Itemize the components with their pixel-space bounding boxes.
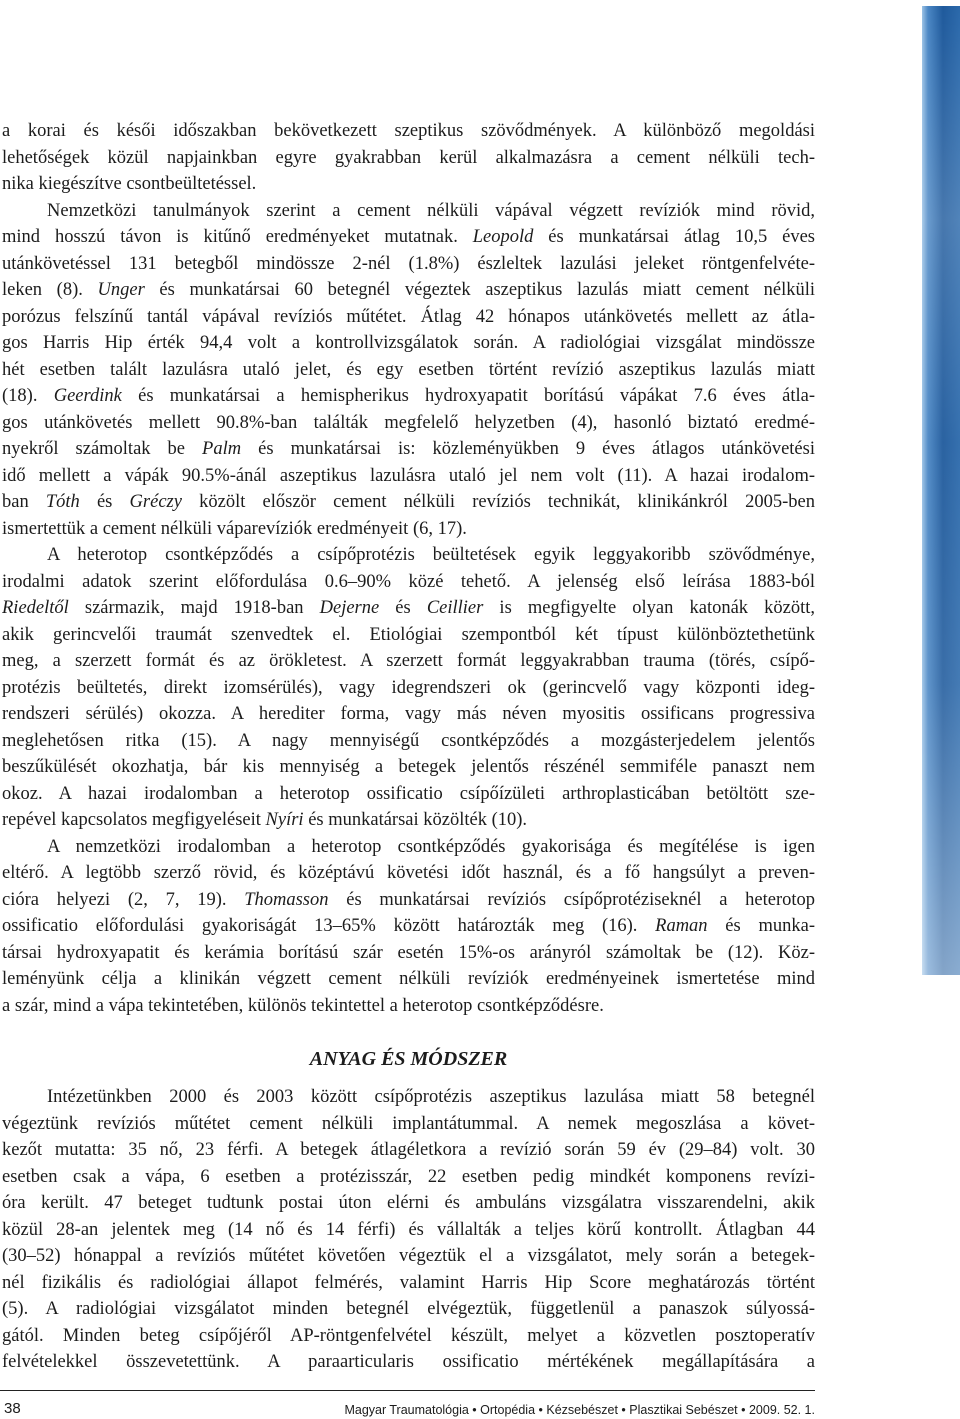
- text-line: [2, 516, 815, 543]
- text-line: [2, 1164, 815, 1191]
- text-run: mind hosszú távon is kitűnő eredményeket mutatnak.: [2, 227, 473, 247]
- text-line: [2, 1084, 815, 1111]
- cited-author-name: Leopold: [472, 227, 534, 247]
- text-line: [2, 118, 815, 145]
- text-run: kezőt mutatta: 35 nő, 23 férfi. A betegek átlagéletkora a revízió során 59 év (29–84) volt. 30: [2, 1140, 815, 1160]
- text-run: A heterotop csontképződés a csípőprotézis beültetések egyik leggyakoribb szövődménye,: [47, 545, 815, 565]
- cited-author-name: Palm: [202, 439, 242, 459]
- paragraph: [2, 198, 815, 543]
- text-run: utánkövetéssel 131 betegből mindössze 2-nél (1.8%) észleltek lazulási jeleket röntgenfelvéte-: [2, 253, 815, 274]
- text-run: porózus felszínű tantál vápával revíziós műtétet. Átlag 42 hónapos utánkövetés mellett az átla-: [2, 306, 815, 327]
- text-run: gos utánkövetés mellett 90.8%-ban találták megfelelő helyzetben (4), hasonló biztató eredmé-: [2, 412, 815, 433]
- text-run: nél fizikális és radiológiai állapot felmérés, valamint Harris Hip Score meghatározás történt: [2, 1272, 815, 1293]
- text-line: [2, 1243, 815, 1270]
- text-run: óra került. 47 beteget tudtunk postai úton elérni és ambuláns vizsgálatra visszarendelni, akik: [2, 1193, 815, 1213]
- text-run: okoz. A hazai irodalomban a heterotop ossificatio csípőízületi arthroplasticában betöltött sze-: [2, 783, 815, 804]
- text-run: közölt először cement nélküli revíziós technikát, klinikánkról 2005-ben: [181, 492, 815, 512]
- text-line: [2, 463, 815, 490]
- text-run: felvételekkel összevetettünk. A paraarticularis ossificatio mértékének megállapítására a: [2, 1352, 815, 1372]
- text-run: nika kiegészítve csontbeültetéssel.: [2, 174, 257, 194]
- text-line: [2, 940, 815, 967]
- text-run: és munkatársai a hemispherikus hydroxyapatit borítású vápákat 7.6 éves átla-: [121, 386, 815, 406]
- section-heading: ANYAG ÉS MÓDSZER: [309, 1048, 508, 1070]
- text-line: [2, 145, 815, 172]
- text-line: [2, 1217, 815, 1244]
- text-run: és munkatársai revíziós csípőprotéziseknél a heterotop: [328, 889, 815, 910]
- text-run: (5). A radiológiai vizsgálatot minden betegnél elvégeztük, függetlenül a panaszok súlyossá-: [2, 1299, 815, 1319]
- paragraph: [2, 542, 815, 834]
- text-run: végeztünk revíziós műtétet cement nélküli implantátummal. A nemek megoszlása a követ-: [2, 1113, 815, 1134]
- text-line: [2, 966, 815, 993]
- text-run: gos Harris Hip érték 94,4 volt a kontrollvizsgálatok során. A radiológiai vizsgálat mindössze: [2, 333, 815, 353]
- text-line: [2, 383, 815, 410]
- text-line: [2, 834, 815, 861]
- text-run: A nemzetközi irodalomban a heterotop csontképződés gyakorisága és megítélése is igen: [47, 836, 815, 857]
- cited-author-name: Geerdink: [53, 386, 122, 406]
- text-run: protézis beültetés, direkt izomsérülés), vagy idegrendszeri ok (gerincvelő vagy központi ideg-: [2, 677, 815, 698]
- accent-color-bar: [922, 6, 960, 975]
- text-run: eltérő. A legtöbb szerző rövid, és középtávú követési időt használ, és a fő hangsúlyt a preven-: [2, 863, 815, 883]
- text-line: [2, 304, 815, 331]
- text-line: [2, 913, 815, 940]
- text-line: [2, 357, 815, 384]
- text-run: beszűkülését okozhatja, bár kis mennyiség a betegek jelentős részénél semmiféle panaszt nem: [2, 757, 815, 777]
- text-run: esetben csak a vápa, 6 esetben a protézisszár, 22 esetben pedig mindkét komponens revízi-: [2, 1166, 815, 1187]
- text-run: a korai és késői időszakban bekövetkezett szeptikus szövődmények. A különböző megoldási: [2, 121, 815, 141]
- text-line: [2, 648, 815, 675]
- text-run: származik, majd 1918-ban: [68, 598, 320, 618]
- text-line: [2, 622, 815, 649]
- text-line: [2, 489, 815, 516]
- text-run: rendszeri sérülés) okozza. A herediter forma, vagy más néven myositis ossificans progressiva: [2, 704, 815, 724]
- text-line: [2, 198, 815, 225]
- text-line: [2, 807, 815, 834]
- footer-divider: [0, 1390, 815, 1391]
- text-line: [2, 1270, 815, 1297]
- text-line: [2, 1111, 815, 1138]
- text-line: [2, 569, 815, 596]
- text-line: [2, 1296, 815, 1323]
- cited-author-name: Dejerne: [319, 598, 380, 618]
- text-line: [2, 171, 815, 198]
- text-run: leményünk célja a klinikán végzett cement nélküli revíziók eredményeinek ismertetése mind: [2, 969, 815, 989]
- text-run: (18).: [2, 386, 54, 406]
- paragraph: [2, 834, 815, 1020]
- text-run: és munka-: [707, 916, 815, 936]
- text-line: [2, 1349, 815, 1376]
- text-run: meglehetősen ritka (15). A nagy mennyiségű csontképződés a mozgásterjedelem jelentős: [2, 730, 815, 751]
- text-run: és: [79, 492, 130, 512]
- text-run: ossificatio előfordulási gyakoriságát 13–65% között határozták meg (16).: [2, 916, 656, 936]
- text-run: nyekről számoltak be: [2, 439, 203, 459]
- text-run: ismertettük a cement nélküli váparevíziók eredményeit (6, 17).: [2, 518, 467, 539]
- cited-author-name: Tóth: [45, 492, 80, 512]
- cited-author-name: Ceillier: [426, 598, 484, 618]
- text-line: [2, 251, 815, 278]
- journal-citation: Magyar Traumatológia • Ortopédia • Kézsebészet • Plasztikai Sebészet • 2009. 52. 1.: [344, 1403, 815, 1417]
- text-run: és munkatársai is: közleményükben 9 éves átlagos utánkövetési: [241, 439, 815, 459]
- text-line: [2, 410, 815, 437]
- text-line: [2, 1190, 815, 1217]
- text-line: [2, 993, 815, 1020]
- text-line: [2, 675, 815, 702]
- paragraph: [2, 118, 815, 198]
- text-run: gától. Minden beteg csípőjéről AP-röntgenfelvétel készült, melyet a közvetlen posztoperatív: [2, 1325, 815, 1346]
- text-run: a szár, mind a vápa tekintetében, különös tekintettel a heterotop csontképződésre.: [2, 995, 604, 1016]
- text-run: Nemzetközi tanulmányok szerint a cement nélküli vápával végzett revíziók mind rövid,: [47, 200, 815, 221]
- page-number: 38: [4, 1400, 21, 1417]
- text-run: akik gerincvelői traumát szenvedtek el. Etiológiai szempontból két típust különböztethetünk: [2, 624, 815, 645]
- cited-author-name: Thomasson: [244, 889, 329, 910]
- text-run: leken (8).: [2, 280, 98, 300]
- text-run: ban: [2, 492, 46, 512]
- text-run: Intézetünkben 2000 és 2003 között csípőprotézis aszeptikus lazulása miatt 58 betegnél: [47, 1087, 815, 1107]
- text-run: és munkatársai közölték (10).: [303, 810, 528, 830]
- cited-author-name: Riedeltől: [2, 598, 69, 618]
- text-line: [2, 277, 815, 304]
- cited-author-name: Raman: [655, 916, 708, 936]
- cited-author-name: Gréczy: [129, 492, 182, 512]
- text-run: cióra helyezi (2, 7, 19).: [2, 889, 245, 910]
- text-run: és: [379, 598, 427, 618]
- text-line: [2, 224, 815, 251]
- text-run: (30–52) hónappal a revíziós műtétet követően végeztük el a vizsgálatot, mely során a betegek-: [2, 1246, 815, 1266]
- text-run: társai hydroxyapatit és kerámia borítású szár esetén 15%-os arányról számoltak be (12). Köz-: [2, 942, 815, 963]
- cited-author-name: Unger: [97, 280, 145, 300]
- text-line: [2, 542, 815, 569]
- text-line: [2, 595, 815, 622]
- text-run: irodalmi adatok szerint előfordulása 0.6–90% közé tehető. A jelenség első leírása 1883-ból: [2, 571, 815, 592]
- text-line: [2, 754, 815, 781]
- text-run: közül 28-an jelentek meg (14 nő és 14 férfi) és vállalták a teljes körű kontrollt. Átlagban 44: [2, 1219, 815, 1240]
- paragraph: [2, 1084, 815, 1376]
- text-line: [2, 1323, 815, 1350]
- text-line: [2, 330, 815, 357]
- text-run: lehetőségek közül napjainkban egyre gyakrabban kerül alkalmazásra a cement nélküli tech-: [2, 147, 815, 168]
- text-line: [2, 860, 815, 887]
- text-line: [2, 887, 815, 914]
- article-body: [2, 118, 815, 1376]
- cited-author-name: Nyíri: [265, 810, 304, 830]
- text-line: [2, 781, 815, 808]
- text-line: [2, 728, 815, 755]
- text-run: repével kapcsolatos megfigyeléseit: [2, 810, 266, 830]
- text-run: és munkatársai átlag 10,5 éves: [533, 227, 815, 247]
- text-line: [2, 1137, 815, 1164]
- text-run: is megfigyelte olyan katonák között,: [483, 598, 815, 618]
- text-run: meg, a szerzett formát és az örökletest. A szerzett formát leggyakrabban trauma (törés, csípő-: [2, 651, 815, 671]
- text-line: [2, 436, 815, 463]
- text-run: idő mellett a vápák 90.5%-ánál aszeptikus lazulásra utaló jel nem volt (11). A hazai irodalom-: [2, 465, 815, 486]
- text-line: [2, 701, 815, 728]
- text-run: és munkatársai 60 betegnél végeztek aszeptikus lazulás miatt cement nélküli: [144, 280, 815, 300]
- text-run: hét esetben talált lazulásra utaló jelet, és egy esetben történt revízió aszeptikus lazulás miatt: [2, 359, 815, 380]
